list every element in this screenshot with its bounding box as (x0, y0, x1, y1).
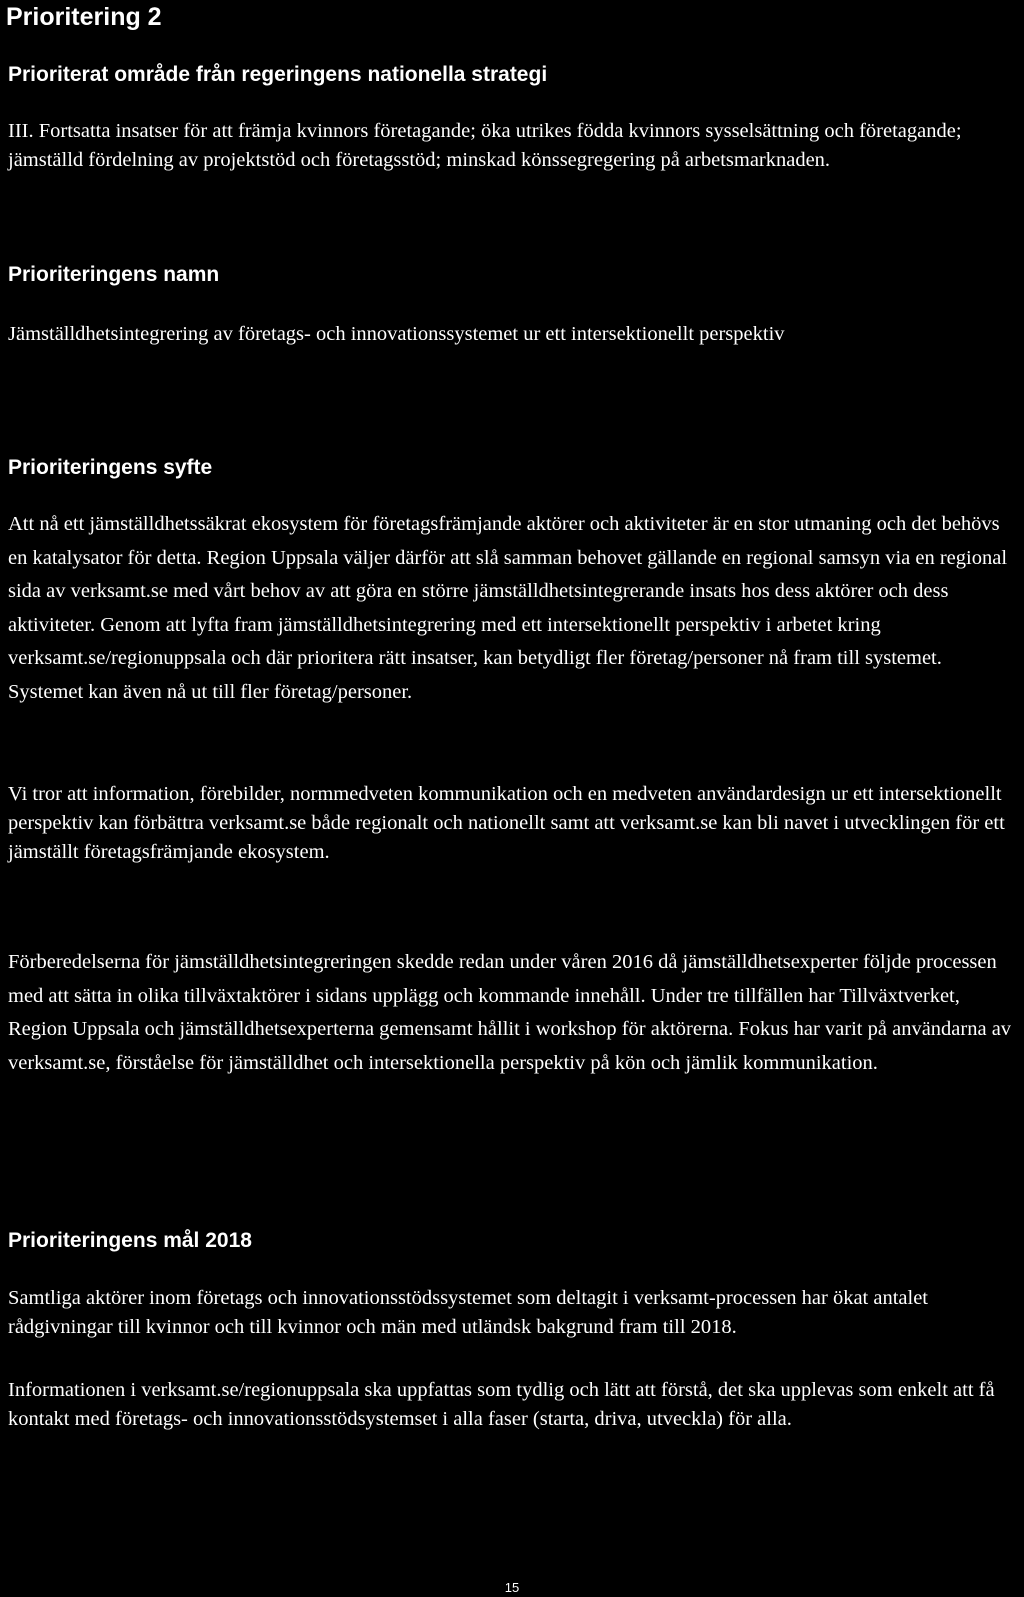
page-title: Prioritering 2 (6, 3, 162, 31)
purpose-paragraph-2: Vi tror att information, förebilder, normmedveten kommunikation och en medveten användardesign ur ett intersektionellt perspektiv kan förbättra verksamt.se både regionalt och nationellt samt att verksamt.se kan bli navet i utvecklingen för ett jämställt företagsfrämjande ekosystem. (8, 783, 1005, 863)
name-heading: Prioriteringens namn (8, 263, 220, 286)
goal-heading: Prioriteringens mål 2018 (8, 1229, 252, 1252)
page-number: 15 (504, 1580, 520, 1595)
name-text: Jämställdhetsintegrering av företags- och innovationssystemet ur ett intersektionellt perspektiv (8, 323, 785, 345)
area-heading: Prioriterat område från regeringens nationella strategi (8, 63, 548, 86)
area-text: III. Fortsatta insatser för att främja kvinnors företagande; öka utrikes födda kvinnors sysselsättning och företagande; jämställd fördelning av projektstöd och företagsstöd; minskad könssegregering på arbetsmarknaden. (8, 120, 962, 171)
goal-paragraph-2: Informationen i verksamt.se/regionuppsala ska uppfattas som tydlig och lätt att förstå, det ska upplevas som enkelt att få kontakt med företags- och innovationsstödsystemset i alla faser (starta, driva, utveckla) för alla. (8, 1379, 995, 1430)
purpose-heading: Prioriteringens syfte (8, 456, 213, 479)
purpose-paragraph-1: Att nå ett jämställdhetssäkrat ekosystem för företagsfrämjande aktörer och aktiviteter är en stor utmaning och det behövs en katalysator för detta. Region Uppsala väljer därför att slå samman behovet gällande en regional samsyn via en regional sida av verksamt.se med vårt behov av att göra en större jämställdhetsintegrerande insats hos dess aktörer och dess aktiviteter. Genom att lyfta fram jämställdhetsintegrering med ett intersektionellt perspektiv i arbetet kring verksamt.se/regionuppsala och där prioritera rätt insatser, kan betydligt fler företag/personer nå fram till systemet. Systemet kan även nå ut till fler företag/personer. (8, 513, 1008, 703)
goal-paragraph-1: Samtliga aktörer inom företags och innovationsstödssystemet som deltagit i verksamt-processen har ökat antalet rådgivningar till kvinnor och till kvinnor och män med utländsk bakgrund fram till 2018. (8, 1287, 928, 1338)
purpose-paragraph-3: Förberedelserna för jämställdhetsintegreringen skedde redan under våren 2016 då jämställdhetsexperter följde processen med att sätta in olika tillväxtaktörer i sidans upplägg och kommande innehåll. Under tre tillfällen har Tillväxtverket, Region Uppsala och jämställdhetsexperterna gemensamt hållit i workshop för aktörerna. Fokus har varit på användarna av verksamt.se, förståelse för jämställdhet och intersektionella perspektiv på kön och jämlik kommunikation. (8, 951, 1012, 1074)
